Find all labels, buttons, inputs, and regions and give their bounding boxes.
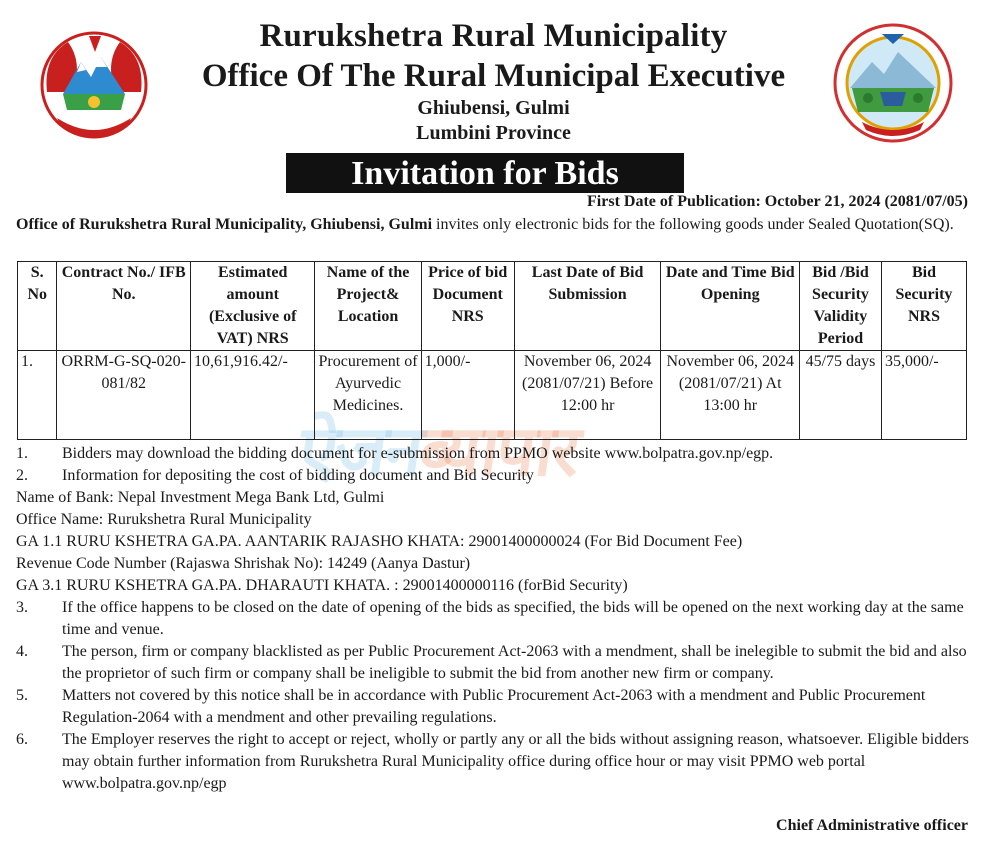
signoff: Chief Administrative officer xyxy=(776,817,968,834)
note-number: 3. xyxy=(16,599,28,616)
note-4 xyxy=(16,641,970,685)
cell-contract-no: ORRM-G-SQ-020-081/82 xyxy=(57,351,191,440)
header-contract-no: Contract No./ IFB No. xyxy=(57,262,191,351)
header-last-date: Last Date of Bid Submission xyxy=(514,262,661,351)
cell-sno: 1. xyxy=(18,351,57,440)
note-number: 4. xyxy=(16,643,28,660)
note-6 xyxy=(16,729,970,795)
intro-office-name: Office of Rurukshetra Rural Municipality, Ghiubensi, Gulmi xyxy=(16,216,433,233)
note-text: If the office happens to be closed on the date of opening of the bids as specified, the bids will be opened on the next working day at the same time and venue. xyxy=(62,599,964,638)
note-number: 6. xyxy=(16,731,28,748)
office-title: Office Of The Rural Municipal Executive xyxy=(201,58,786,94)
address-line: Ghiubensi, Gulmi xyxy=(417,97,570,119)
bid-table xyxy=(17,261,967,440)
province-line: Lumbini Province xyxy=(416,122,571,144)
publication-date: First Date of Publication: October 21, 2024 (2081/07/05) xyxy=(587,193,968,210)
note-2 xyxy=(16,465,970,487)
note-3 xyxy=(16,597,970,641)
note-number: 5. xyxy=(16,687,28,704)
header-project: Name of the Project& Location xyxy=(315,262,421,351)
note-number: 2. xyxy=(16,467,28,484)
note-text: The person, firm or company blacklisted as per Public Procurement Act-2063 with a mendment, shall be inelegible to submit the bid and also the proprietor of such firm or company shall be ineligible to submit the bid from another new firm or company. xyxy=(62,643,967,682)
note-text: Bidders may download the bidding document for e-submission from PPMO website www.bolpatra.gov.np/egp. xyxy=(62,445,774,462)
office-name: Office Name: Rurukshetra Rural Municipality xyxy=(16,511,312,528)
intro-text: invites only electronic bids for the following goods under Sealed Quotation(SQ). xyxy=(432,216,954,233)
cell-last-date: November 06, 2024 (2081/07/21) Before 12:00 hr xyxy=(514,351,661,440)
watermark: ऐजनब्यापार xyxy=(293,410,583,492)
note-5 xyxy=(16,685,970,729)
header-estimated-amount: Estimated amount (Exclusive of VAT) NRS xyxy=(191,262,315,351)
note-text: Matters not covered by this notice shall be in accordance with Public Procurement Act-2063 with a mendment and Public Procurement Regulation-2064 with a mendment and other prevailing regulations. xyxy=(62,687,926,726)
header-sno: S. No xyxy=(18,262,57,351)
header-bid-price: Price of bid Document NRS xyxy=(421,262,514,351)
note-text: Information for depositing the cost of bidding document and Bid Security xyxy=(62,467,534,484)
cell-bid-price: 1,000/- xyxy=(421,351,514,440)
invitation-banner: Invitation for Bids xyxy=(286,153,684,193)
header-validity: Bid /Bid Security Validity Period xyxy=(800,262,882,351)
cell-validity: 45/75 days xyxy=(800,351,882,440)
note-1 xyxy=(16,443,970,465)
table-row xyxy=(18,351,967,440)
notes-section xyxy=(16,443,970,795)
cell-security: 35,000/- xyxy=(881,351,966,440)
revenue-code: Revenue Code Number (Rajaswa Shrishak No): 14249 (Aanya Dastur) xyxy=(16,555,471,572)
table-header-row xyxy=(18,262,967,351)
cell-estimated-amount: 10,61,916.42/- xyxy=(191,351,315,440)
cell-project: Procurement of Ayurvedic Medicines. xyxy=(315,351,421,440)
note-text: The Employer reserves the right to accept or reject, wholly or partly any or all the bids without assigning reason, whatsoever. Eligible bidders may obtain further information from Rurukshetra Rural Municipality office during office hour or may visit PPMO web portal www.bolpatra.gov.np/egp xyxy=(62,731,969,792)
bank-name: Name of Bank: Nepal Investment Mega Bank Ltd, Gulmi xyxy=(16,489,385,506)
header-security: Bid Security NRS xyxy=(881,262,966,351)
municipality-title: Rurukshetra Rural Municipality xyxy=(259,18,728,54)
note-number: 1. xyxy=(16,445,28,462)
cell-opening: November 06, 2024 (2081/07/21) At 13:00 hr xyxy=(661,351,800,440)
intro-paragraph xyxy=(16,214,970,236)
account-document-fee: GA 1.1 RURU KSHETRA GA.PA. AANTARIK RAJASHO KHATA: 29001400000024 (For Bid Document Fee) xyxy=(16,533,743,550)
header-opening: Date and Time Bid Opening xyxy=(661,262,800,351)
account-bid-security: GA 3.1 RURU KSHETRA GA.PA. DHARAUTI KHATA. : 29001400000116 (forBid Security) xyxy=(16,577,628,594)
